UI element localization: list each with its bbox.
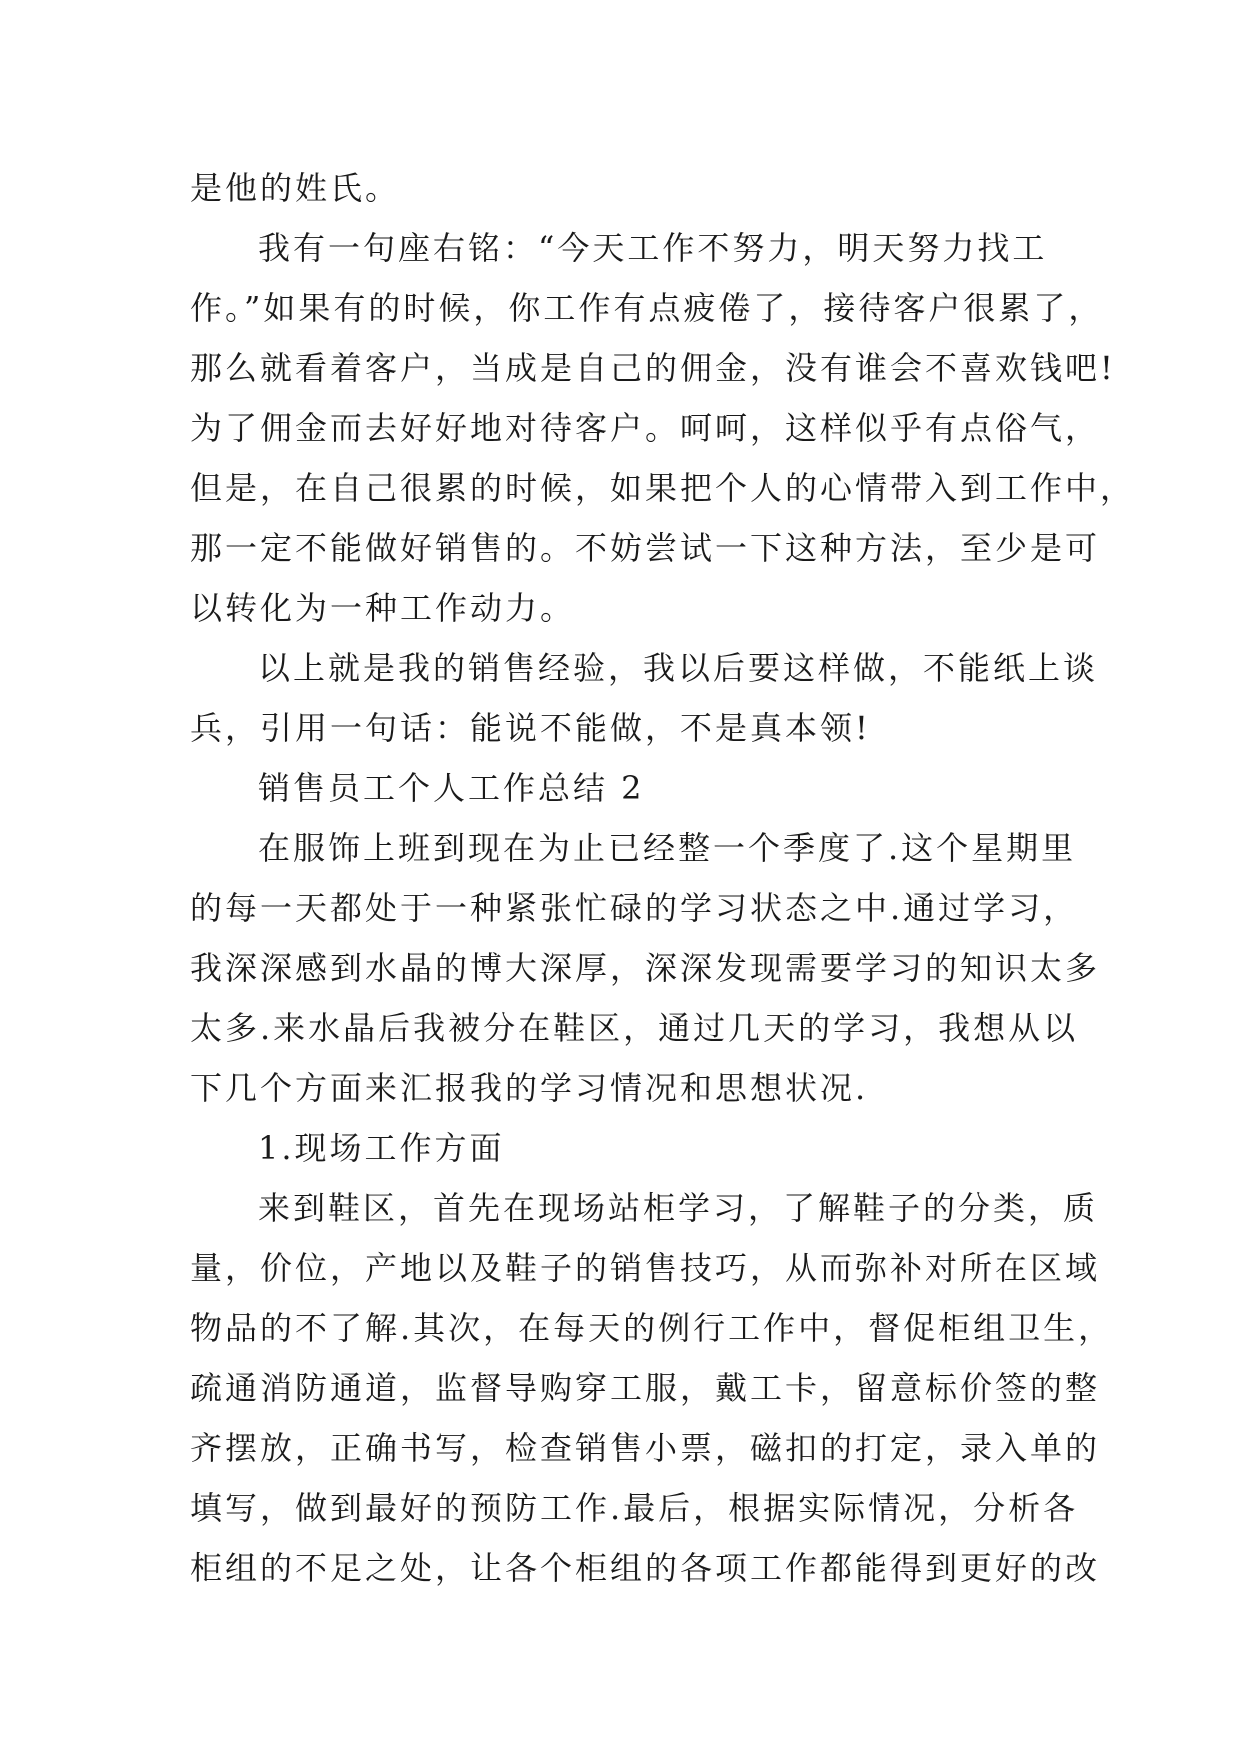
text-line: 那么就看着客户，当成是自己的佣金，没有谁会不喜欢钱吧! bbox=[190, 349, 1116, 387]
text-line: 我深深感到水晶的博大深厚，深深发现需要学习的知识太多 bbox=[190, 949, 1101, 987]
text-line: 的每一天都处于一种紧张忙碌的学习状态之中.通过学习， bbox=[190, 889, 1079, 927]
paragraph-start-line: 来到鞋区，首先在现场站柜学习，了解鞋子的分类，质 bbox=[258, 1189, 1099, 1227]
text-line: 作。”如果有的时候，你工作有点疲倦了，接待客户很累了， bbox=[190, 289, 1104, 327]
text-line: 齐摆放，正确书写，检查销售小票，磁扣的打定，录入单的 bbox=[190, 1429, 1101, 1467]
text-line: 物品的不了解.其次，在每天的例行工作中，督促柜组卫生， bbox=[190, 1309, 1114, 1347]
subsection-heading: 1.现场工作方面 bbox=[258, 1129, 505, 1167]
text-line: 但是，在自己很累的时候，如果把个人的心情带入到工作中， bbox=[190, 469, 1136, 507]
text-line: 为了佣金而去好好地对待客户。呵呵，这样似乎有点俗气， bbox=[190, 409, 1101, 447]
text-line: 柜组的不足之处，让各个柜组的各项工作都能得到更好的改 bbox=[190, 1549, 1101, 1587]
paragraph-start-line: 以上就是我的销售经验，我以后要这样做，不能纸上谈 bbox=[258, 649, 1099, 687]
text-line: 是他的姓氏。 bbox=[190, 169, 401, 207]
section-heading: 销售员工个人工作总结 2 bbox=[258, 769, 645, 807]
text-line: 疏通消防通道，监督导购穿工服，戴工卡，留意标价签的整 bbox=[190, 1369, 1101, 1407]
text-line: 量，价位，产地以及鞋子的销售技巧，从而弥补对所在区域 bbox=[190, 1249, 1101, 1287]
paragraph-start-line: 我有一句座右铭：“今天工作不努力，明天努力找工 bbox=[258, 229, 1048, 267]
text-line: 以转化为一种工作动力。 bbox=[190, 589, 576, 627]
text-line: 填写，做到最好的预防工作.最后，根据实际情况，分析各 bbox=[190, 1489, 1079, 1527]
paragraph-start-line: 在服饰上班到现在为止已经整一个季度了.这个星期里 bbox=[258, 829, 1077, 867]
text-line: 太多.来水晶后我被分在鞋区，通过几天的学习，我想从以 bbox=[190, 1009, 1079, 1047]
text-line: 下几个方面来汇报我的学习情况和思想状况. bbox=[190, 1069, 869, 1107]
text-line: 那一定不能做好销售的。不妨尝试一下这种方法，至少是可 bbox=[190, 529, 1101, 567]
text-line: 兵，引用一句话：能说不能做，不是真本领! bbox=[190, 709, 871, 747]
document-body bbox=[190, 158, 1136, 1598]
